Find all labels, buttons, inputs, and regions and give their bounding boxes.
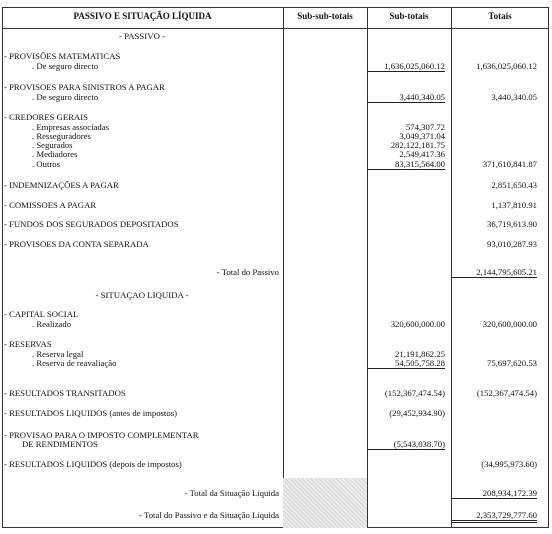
credores-item-label: . Resseguradores [32, 131, 91, 141]
reserva-item-label: . Reserva legal [32, 349, 84, 359]
comissoes-total: 1,137,810.91 [491, 200, 537, 210]
provisao-imposto-label-2: DE RENDIMENTOS [22, 439, 98, 449]
resultados-antes-subtotal: (29,452,934.90) [389, 408, 445, 418]
provisoes-conta-total: 93,010,287.93 [487, 239, 537, 249]
header-divider [2, 28, 549, 29]
fundos-segurados-label: - FUNDOS DOS SEGURADOS DEPOSITADOS [4, 219, 179, 229]
provisao-imposto-label: - PROVISAO PARA O IMPOSTO COMPLEMENTAR [4, 430, 199, 440]
provisoes-matematicas-subtotal: 1,636,025,060.12 [367, 61, 445, 72]
resultados-depois-total: (34,995,973.60) [481, 459, 537, 469]
provisoes-conta-label: - PROVISOES DA CONTA SEPARADA [4, 239, 149, 249]
indemnizacoes-label: - INDEMNIZAÇÕES A PAGAR [4, 180, 119, 190]
provisao-imposto-subtotal: (5,543,038.70) [367, 439, 445, 450]
reservas-total: 75,697,620.53 [487, 358, 537, 368]
header-totais: Totais [488, 11, 512, 21]
section-title-passivo: - PASSIVO - [118, 31, 166, 41]
credores-gerais-label: - CREDORES GERAIS [4, 112, 88, 122]
indemnizacoes-total: 2,851,650.43 [491, 180, 537, 190]
section-title-situacao: - SITUAÇAO LIQUIDA - [95, 290, 189, 300]
provisoes-sinistros-total: 3,440,340.05 [491, 92, 537, 102]
total-passivo-value: 2,144,795,605.21 [452, 267, 537, 278]
capital-social-subtotal: 320,600,000.00 [390, 319, 445, 329]
header-sub-totais: Sub-totais [389, 11, 429, 21]
credores-item-value: 3,049,371.04 [399, 131, 445, 141]
credores-item-label: . Mediadores [32, 149, 78, 159]
capital-social-label: - CAPITAL SOCIAL [4, 309, 79, 319]
resultados-transitados-total: (152,367,474.54) [476, 388, 537, 398]
provisoes-sinistros-subtotal: 3,440,340.05 [367, 92, 445, 103]
credores-item-label: . Segurados [32, 140, 73, 150]
provisoes-matematicas-label: - PROVISÕES MATEMATICAS [4, 51, 121, 61]
resultados-antes-label: - RESULTADOS LIQUIDOS (antes de impostos) [4, 408, 177, 418]
header-passivo-situacao: PASSIVO E SITUAÇÃO LÍQUIDA [73, 11, 212, 21]
provisoes-sinistros-sub-label: . De seguro directo [32, 92, 99, 102]
credores-item-label: . Outros [32, 159, 60, 169]
provisoes-matematicas-total: 1,636,025,060.12 [476, 61, 537, 71]
credores-item-value: 2,549,417.36 [399, 149, 445, 159]
reserva-item-label: . Reserva de reavaliação [32, 358, 117, 368]
reserva-item-value: 54,505,758.28 [367, 358, 445, 369]
resultados-transitados-subtotal: (152,367,474.54) [384, 388, 445, 398]
capital-social-total: 320,600,000.00 [482, 319, 537, 329]
total-situacao-value: 208,934,172.39 [452, 488, 537, 499]
resultados-depois-label: - RESULTADOS LIQUIDOS (depois de impostos) [4, 459, 182, 469]
reserva-item-value: 21,191,862.25 [395, 349, 445, 359]
reservas-label: - RESERVAS [4, 339, 52, 349]
comissoes-label: - COMISSOES A PAGAR [4, 200, 97, 210]
header-sub-sub-totais: Sub-sub-totais [297, 11, 353, 21]
column-divider [283, 7, 284, 528]
credores-item-value: 574,307.72 [405, 122, 445, 132]
total-situacao-label: - Total da Situação Liquida [184, 488, 279, 498]
provisoes-sinistros-label: - PROVISOES PARA SINISTROS A PAGAR [4, 82, 165, 92]
credores-item-value: 83,315,564.00 [367, 159, 445, 170]
credores-item-value: 282,122,181.75 [390, 140, 445, 150]
resultados-transitados-label: - RESULTADOS TRANSITADOS [4, 388, 126, 398]
shaded-cell [283, 478, 367, 528]
capital-social-sub-label: . Realizado [32, 319, 72, 329]
grand-total-value: 2,353,729,777.60 [452, 510, 537, 523]
fundos-segurados-total: 36,719,613.90 [487, 219, 537, 229]
provisoes-matematicas-sub-label: . De seguro directo [32, 61, 99, 71]
total-passivo-label: - Total do Passivo [216, 267, 279, 277]
grand-total-label: - Total do Passivo e da Situação Liquida [139, 510, 279, 520]
credores-item-label: . Empresas associadas [32, 122, 109, 132]
credores-gerais-total: 371,610,841.87 [482, 159, 537, 169]
